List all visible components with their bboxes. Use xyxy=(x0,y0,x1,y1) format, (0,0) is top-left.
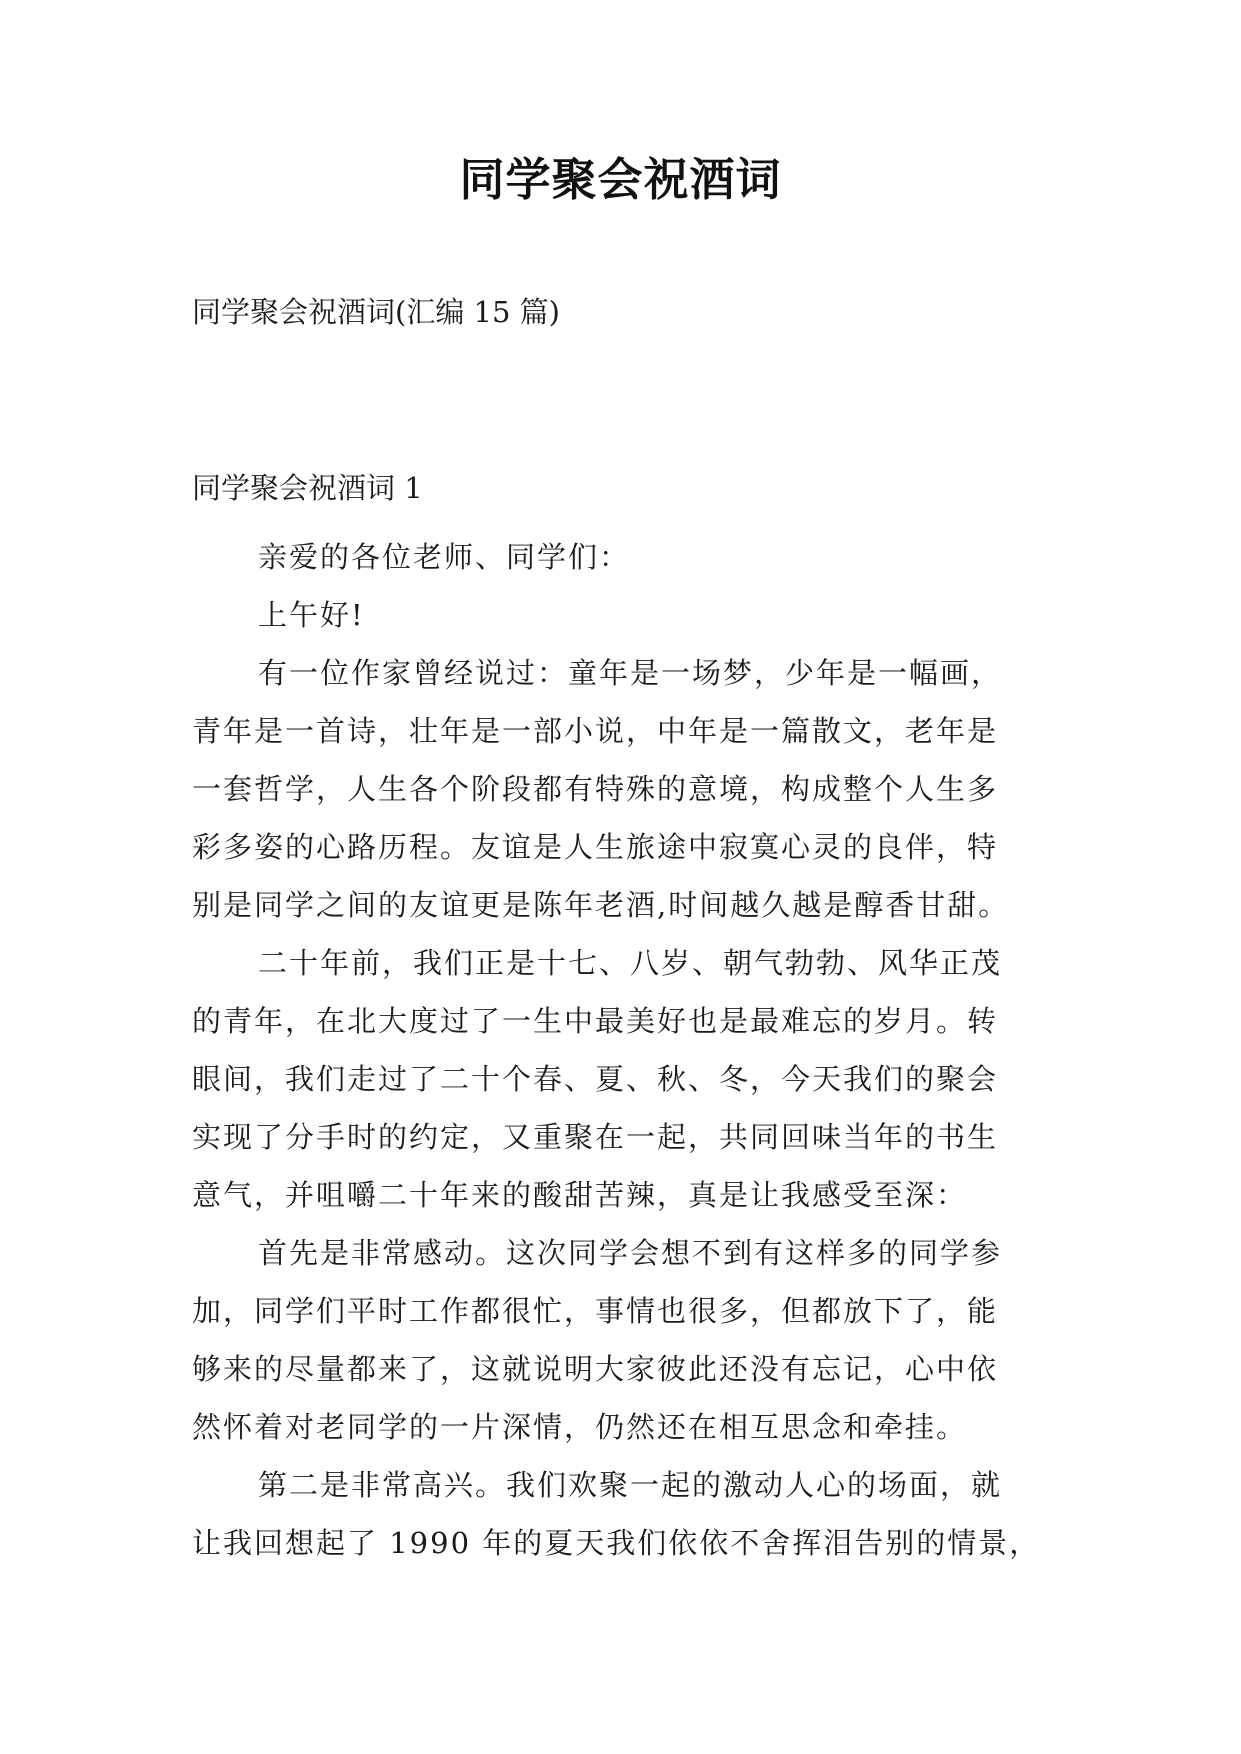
paragraph-line: 青年是一首诗，壮年是一部小说，中年是一篇散文，老年是 xyxy=(192,714,999,748)
document-title: 同学聚会祝酒词 xyxy=(459,153,782,206)
paragraph-line: 有一位作家曾经说过：童年是一场梦，少年是一幅画， xyxy=(258,656,1003,690)
paragraph-line: 眼间，我们走过了二十个春、夏、秋、冬，今天我们的聚会 xyxy=(192,1062,999,1096)
paragraph-line: 一套哲学，人生各个阶段都有特殊的意境，构成整个人生多 xyxy=(192,772,999,806)
paragraph-line: 别是同学之间的友谊更是陈年老酒,时间越久越是醇香甘甜。 xyxy=(192,888,1010,922)
body-text xyxy=(192,528,1052,1572)
paragraph-line: 意气，并咀嚼二十年来的酸甜苦辣，真是让我感受至深： xyxy=(192,1178,968,1212)
paragraph-line: 上午好! xyxy=(258,598,365,632)
paragraph-line: 加，同学们平时工作都很忙，事情也很多，但都放下了，能 xyxy=(192,1294,999,1328)
paragraph-line: 第二是非常高兴。我们欢聚一起的激动人心的场面，就 xyxy=(258,1468,1003,1502)
paragraph-line: 实现了分手时的约定，又重聚在一起，共同回味当年的书生 xyxy=(192,1120,999,1154)
section-heading: 同学聚会祝酒词 1 xyxy=(192,471,423,505)
paragraph-line: 二十年前，我们正是十七、八岁、朝气勃勃、风华正茂 xyxy=(258,946,1003,980)
document-subtitle: 同学聚会祝酒词(汇编 15 篇) xyxy=(192,295,560,329)
paragraph-line: 的青年，在北大度过了一生中最美好也是最难忘的岁月。转 xyxy=(192,1004,999,1038)
paragraph-line: 首先是非常感动。这次同学会想不到有这样多的同学参 xyxy=(258,1236,1003,1270)
paragraph-line: 亲爱的各位老师、同学们： xyxy=(258,540,631,574)
paragraph-line: 然怀着对老同学的一片深情，仍然还在相互思念和牵挂。 xyxy=(192,1410,968,1444)
paragraph-line: 够来的尽量都来了，这就说明大家彼此还没有忘记，心中依 xyxy=(192,1352,999,1386)
paragraph-line: 彩多姿的心路历程。友谊是人生旅途中寂寞心灵的良伴，特 xyxy=(192,830,999,864)
paragraph-line: 让我回想起了 1990 年的夏天我们依依不舍挥泪告别的情景， xyxy=(192,1526,1041,1560)
